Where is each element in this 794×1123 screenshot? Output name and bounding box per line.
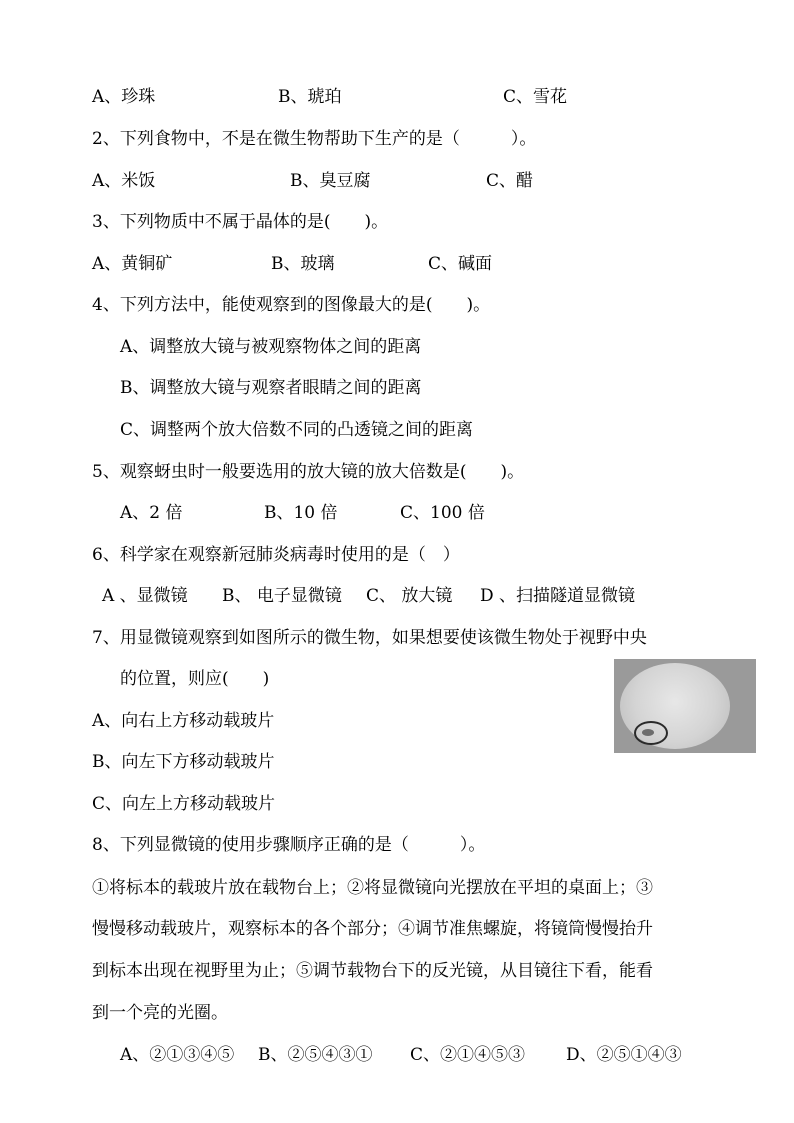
q8-paragraph-line2: 慢慢移动载玻片，观察标本的各个部分；④调节准焦螺旋，将镜筒慢慢抬升 bbox=[92, 919, 653, 939]
q3-option-b: B、玻璃 bbox=[271, 254, 335, 274]
q8-option-d: D、②⑤①④③ bbox=[566, 1045, 682, 1065]
q7-stem-line2: 的位置，则应( ) bbox=[120, 669, 270, 689]
q1-option-a: A、珍珠 bbox=[92, 87, 156, 107]
q4-stem: 4、下列方法中，能使观察到的图像最大的是( )。 bbox=[92, 295, 491, 315]
q5-stem: 5、观察蚜虫时一般要选用的放大镜的放大倍数是( )。 bbox=[92, 462, 525, 482]
q8-paragraph-line1: ①将标本的载玻片放在载物台上；②将显微镜向光摆放在平坦的桌面上；③ bbox=[92, 878, 653, 898]
q3-option-c: C、碱面 bbox=[428, 254, 493, 274]
microscope-view-image bbox=[614, 659, 756, 753]
q8-paragraph-line4: 到一个亮的光圈。 bbox=[92, 1003, 228, 1023]
q2-stem: 2、下列食物中，不是在微生物帮助下生产的是（ ）。 bbox=[92, 129, 537, 149]
q8-option-c: C、②①④⑤③ bbox=[410, 1045, 526, 1065]
q6-stem: 6、科学家在观察新冠肺炎病毒时使用的是（ ） bbox=[92, 545, 460, 565]
q1-option-b: B、琥珀 bbox=[278, 87, 342, 107]
q6-option-c: C、 放大镜 bbox=[366, 586, 453, 606]
q6-option-a: A 、显微镜 bbox=[102, 586, 188, 606]
q3-stem: 3、下列物质中不属于晶体的是( )。 bbox=[92, 212, 389, 232]
q4-option-a: A、调整放大镜与被观察物体之间的距离 bbox=[120, 337, 422, 357]
q7-option-a: A、向右上方移动载玻片 bbox=[92, 711, 275, 731]
q5-option-c: C、100 倍 bbox=[400, 503, 485, 523]
highlight-circle bbox=[634, 721, 668, 745]
q5-option-a: A、2 倍 bbox=[120, 503, 183, 523]
q6-option-b: B、 电子显微镜 bbox=[222, 586, 342, 606]
q2-option-a: A、米饭 bbox=[92, 171, 156, 191]
q7-stem-line1: 7、用显微镜观察到如图所示的微生物，如果想要使该微生物处于视野中央 bbox=[92, 628, 647, 648]
q5-option-b: B、10 倍 bbox=[264, 503, 338, 523]
q6-option-d: D 、扫描隧道显微镜 bbox=[480, 586, 636, 606]
q7-option-c: C、向左上方移动载玻片 bbox=[92, 794, 276, 814]
q4-option-b: B、调整放大镜与观察者眼睛之间的距离 bbox=[120, 378, 422, 398]
q8-option-b: B、②⑤④③① bbox=[258, 1045, 373, 1065]
q2-option-b: B、臭豆腐 bbox=[290, 171, 371, 191]
q8-option-a: A、②①③④⑤ bbox=[120, 1045, 235, 1065]
q3-option-a: A、黄铜矿 bbox=[92, 254, 173, 274]
q2-option-c: C、醋 bbox=[486, 171, 534, 191]
q7-option-b: B、向左下方移动载玻片 bbox=[92, 752, 275, 772]
q4-option-c: C、调整两个放大倍数不同的凸透镜之间的距离 bbox=[120, 420, 474, 440]
q8-paragraph-line3: 到标本出现在视野里为止；⑤调节载物台下的反光镜，从目镜往下看，能看 bbox=[92, 961, 653, 981]
q8-stem: 8、下列显微镜的使用步骤顺序正确的是（ ）。 bbox=[92, 835, 486, 855]
q1-option-c: C、雪花 bbox=[503, 87, 568, 107]
